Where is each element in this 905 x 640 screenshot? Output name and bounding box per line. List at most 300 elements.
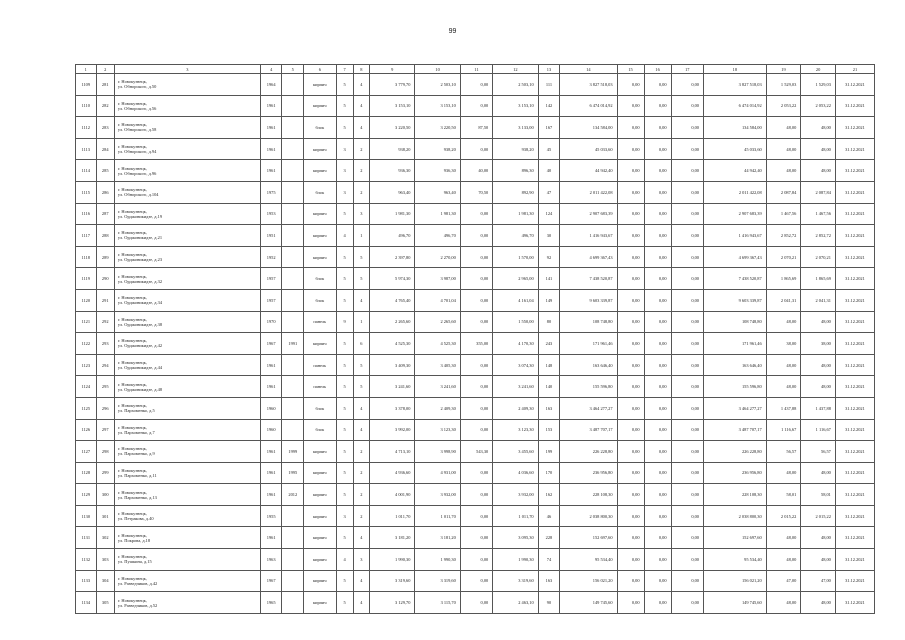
cell-row-number: 1118 [76,246,97,268]
cell-cost-federal: 0,00 [617,441,644,463]
cell-cost-federal: 0,00 [617,203,644,225]
cell-floors: 3 [336,181,353,203]
cell-address: г. Новокузнецк, ул. Орджоникидзе, д.32 [114,268,260,290]
cell-cost-per-sqm: 48,00 [766,354,801,376]
cell-building-number: 300 [96,484,114,506]
cell-cost-total: 2 907 683,39 [560,203,617,225]
cell-cost-per-sqm-limit: 2 053,22 [801,95,836,117]
cell-floors: 5 [336,397,353,419]
cell-year-reconstructed [282,289,304,311]
table-row [76,311,875,333]
cell-living-area: 3 220,50 [415,117,460,139]
cell-cost-regional: 0,00 [644,570,671,592]
cell-non-residential-area: 543,30 [460,441,492,463]
column-header: 10 [415,65,460,74]
cell-cost-federal: 0,00 [617,419,644,441]
cell-address: г. Новокузнецк, ул. Обнорского, д.104 [114,181,260,203]
cell-completion-date: 31.12.2021 [835,462,874,484]
cell-floors: 5 [336,484,353,506]
cell-residents: 90 [538,592,560,614]
cell-building-number: 297 [96,419,114,441]
cell-address: г. Новокузнецк, ул. Орджоникидзе, д.38 [114,311,260,333]
cell-year-built: 1961 [260,95,282,117]
cell-non-residential-area: 0,00 [460,592,492,614]
cell-completion-date: 31.12.2021 [835,527,874,549]
cell-wall-material: кирпич [304,225,336,247]
cell-cost-regional: 0,00 [644,117,671,139]
cell-floors: 5 [336,441,353,463]
cell-entrances: 1 [353,311,369,333]
cell-cost-per-sqm-limit: 1 116,67 [801,419,836,441]
cell-year-reconstructed: 1999 [282,441,304,463]
cell-residents: 167 [538,117,560,139]
cell-cost-local: 0,00 [671,74,703,96]
cell-completion-date: 31.12.2021 [835,549,874,571]
cell-cost-per-sqm-limit: 1 467,56 [801,203,836,225]
cell-row-number: 1134 [76,592,97,614]
cell-cost-per-sqm-limit: 48,00 [801,376,836,398]
cell-cost-owners: 149 745,60 [704,592,767,614]
cell-non-residential-area: 87,50 [460,117,492,139]
cell-cost-per-sqm: 2 070,21 [766,246,801,268]
cell-completion-date: 31.12.2021 [835,333,874,355]
cell-living-area: 2 409,30 [415,397,460,419]
cell-year-reconstructed [282,549,304,571]
cell-cost-local: 0,00 [671,246,703,268]
cell-address: г. Новокузнецк, ул. Орджоникидзе, д.21 [114,225,260,247]
cell-cost-regional: 0,00 [644,181,671,203]
table-body [76,74,875,614]
cell-floors: 9 [336,311,353,333]
cell-entrances: 2 [353,160,369,182]
cell-cost-regional: 0,00 [644,246,671,268]
cell-cost-total: 149 745,60 [560,592,617,614]
cell-cost-per-sqm-limit: 48,00 [801,527,836,549]
cell-year-built: 1960 [260,419,282,441]
cell-residents: 111 [538,74,560,96]
cell-cost-local: 0,00 [671,462,703,484]
cell-entrances: 5 [353,354,369,376]
cell-non-residential-area: 0,00 [460,527,492,549]
cell-residents: 46 [538,505,560,527]
cell-entrances: 4 [353,289,369,311]
cell-building-number: 289 [96,246,114,268]
cell-cost-local: 0,00 [671,527,703,549]
cell-building-number: 281 [96,74,114,96]
cell-cost-federal: 0,00 [617,505,644,527]
cell-cost-owners: 171 961,46 [704,333,767,355]
cell-living-area: 3 115,70 [415,592,460,614]
cell-cost-regional: 0,00 [644,592,671,614]
cell-cost-local: 0,00 [671,203,703,225]
cell-floors: 5 [336,592,353,614]
page-number: 99 [448,28,457,35]
cell-cost-owners: 6 474 014,92 [704,95,767,117]
cell-non-residential-area: 70,50 [460,181,492,203]
cell-total-area: 4 765,40 [370,289,415,311]
table-row [76,95,875,117]
cell-address: г. Новокузнецк, ул. Орджоникидзе, д.34 [114,289,260,311]
cell-floors: 4 [336,225,353,247]
cell-wall-material: блок [304,419,336,441]
cell-living-area: 3 181,20 [415,527,460,549]
cell-cost-owners: 228 108,30 [704,484,767,506]
cell-total-area: 1 981,30 [370,203,415,225]
cell-residents: 45 [538,138,560,160]
cell-cost-local: 0,00 [671,419,703,441]
table-row [76,484,875,506]
cell-residents: 74 [538,549,560,571]
cell-cost-local: 0,00 [671,376,703,398]
cell-non-residential-area: 0,00 [460,570,492,592]
cell-entrances: 2 [353,505,369,527]
column-header: 17 [671,65,703,74]
cell-completion-date: 31.12.2021 [835,441,874,463]
cell-cost-per-sqm-limit: 48,00 [801,138,836,160]
cell-total-area: 3 779,70 [370,74,415,96]
cell-wall-material: блок [304,289,336,311]
cell-cost-local: 0,00 [671,117,703,139]
cell-completion-date: 31.12.2021 [835,397,874,419]
cell-cost-per-sqm: 2 041,31 [766,289,801,311]
cell-total-area: 4 525,30 [370,333,415,355]
cell-cost-total: 236 956,80 [560,462,617,484]
column-header: 8 [353,65,369,74]
cell-building-number: 295 [96,376,114,398]
cell-cost-federal: 0,00 [617,246,644,268]
cell-cost-regional: 0,00 [644,527,671,549]
cell-cost-total: 108 748,80 [560,311,617,333]
cell-address: г. Новокузнецк, ул. Пархоменко, д.11 [114,462,260,484]
cell-address: г. Новокузнецк, ул. Орджоникидзе, д.23 [114,246,260,268]
cell-cost-regional: 0,00 [644,74,671,96]
cell-completion-date: 31.12.2021 [835,484,874,506]
cell-year-built: 1961 [260,484,282,506]
cell-residents: 92 [538,246,560,268]
cell-residents: 141 [538,268,560,290]
column-header: 13 [538,65,560,74]
cell-building-number: 303 [96,549,114,571]
cell-completion-date: 31.12.2021 [835,138,874,160]
cell-cost-owners: 7 438 520,87 [704,268,767,290]
cell-cost-owners: 2 011 422,08 [704,181,767,203]
cell-cost-per-sqm: 2 053,22 [766,95,801,117]
cell-building-number: 293 [96,333,114,355]
cell-cost-total: 3 464 277,27 [560,397,617,419]
cell-building-number: 299 [96,462,114,484]
cell-cost-regional: 0,00 [644,268,671,290]
cell-building-number: 285 [96,160,114,182]
cell-year-reconstructed [282,246,304,268]
cell-year-reconstructed [282,138,304,160]
cell-building-number: 302 [96,527,114,549]
cell-cost-per-sqm: 1 116,67 [766,419,801,441]
cell-row-number: 1116 [76,203,97,225]
table-row [76,203,875,225]
cell-floors: 5 [336,203,353,225]
cell-cost-local: 0,00 [671,397,703,419]
cell-resident-area: 3 241,60 [493,376,538,398]
cell-building-number: 305 [96,592,114,614]
cell-resident-area: 3 932,00 [493,484,538,506]
cell-address: г. Новокузнецк, ул. Орджоникидзе, д.48 [114,376,260,398]
cell-year-reconstructed [282,203,304,225]
cell-cost-per-sqm: 48,00 [766,117,801,139]
cell-year-built: 1961 [260,441,282,463]
cell-year-built: 1961 [260,376,282,398]
cell-living-area: 963,40 [415,181,460,203]
cell-completion-date: 31.12.2021 [835,74,874,96]
cell-living-area: 936,30 [415,160,460,182]
cell-wall-material: кирпич [304,95,336,117]
cell-total-area: 3 409,30 [370,354,415,376]
table-row [76,289,875,311]
cell-cost-federal: 0,00 [617,160,644,182]
cell-living-area: 1 981,30 [415,203,460,225]
cell-cost-per-sqm: 48,00 [766,527,801,549]
table-row [76,419,875,441]
cell-entrances: 4 [353,527,369,549]
cell-non-residential-area: 0,00 [460,376,492,398]
cell-residents: 124 [538,203,560,225]
cell-cost-regional: 0,00 [644,549,671,571]
cell-cost-federal: 0,00 [617,592,644,614]
cell-cost-regional: 0,00 [644,376,671,398]
cell-address: г. Новокузнецк, ул. Разведчиков, д.52 [114,592,260,614]
column-header: 1 [76,65,97,74]
cell-cost-per-sqm-limit: 2 087,84 [801,181,836,203]
cell-completion-date: 31.12.2021 [835,246,874,268]
cell-year-reconstructed [282,592,304,614]
cell-entrances: 5 [353,268,369,290]
column-header: 9 [370,65,415,74]
cell-cost-owners: 108 748,80 [704,311,767,333]
cell-cost-local: 0,00 [671,354,703,376]
cell-entrances: 4 [353,419,369,441]
cell-residents: 140 [538,376,560,398]
cell-living-area: 1 990,30 [415,549,460,571]
cell-living-area: 496,70 [415,225,460,247]
cell-living-area: 3 932,00 [415,484,460,506]
cell-cost-local: 0,00 [671,484,703,506]
cell-non-residential-area: 0,00 [460,397,492,419]
cell-row-number: 1125 [76,397,97,419]
table-row [76,333,875,355]
column-header: 11 [460,65,492,74]
cell-row-number: 1122 [76,333,97,355]
cell-cost-owners: 4 699 367,43 [704,246,767,268]
cell-cost-total: 163 646,40 [560,354,617,376]
cell-address: г. Новокузнецк, ул. Пушкина, д.15 [114,549,260,571]
cell-cost-owners: 1 416 943,67 [704,225,767,247]
cell-cost-regional: 0,00 [644,484,671,506]
cell-address: г. Новокузнецк, ул. Орджоникидзе, д.19 [114,203,260,225]
cell-resident-area: 1 011,70 [493,505,538,527]
cell-resident-area: 3 095,30 [493,527,538,549]
cell-year-reconstructed [282,74,304,96]
cell-cost-federal: 0,00 [617,181,644,203]
cell-residents: 163 [538,570,560,592]
cell-row-number: 1126 [76,419,97,441]
cell-completion-date: 31.12.2021 [835,289,874,311]
cell-year-built: 1961 [260,160,282,182]
cell-entrances: 2 [353,138,369,160]
cell-address: г. Новокузнецк, ул. Обнорского, д.58 [114,117,260,139]
cell-residents: 199 [538,441,560,463]
cell-entrances: 3 [353,203,369,225]
cell-cost-total: 3 487 707,17 [560,419,617,441]
table-row [76,505,875,527]
cell-floors: 5 [336,268,353,290]
cell-floors: 3 [336,138,353,160]
cell-cost-local: 0,00 [671,592,703,614]
cell-cost-per-sqm: 2 087,84 [766,181,801,203]
cell-wall-material: кирпич [304,592,336,614]
cell-cost-regional: 0,00 [644,311,671,333]
cell-wall-material: блок [304,268,336,290]
cell-completion-date: 31.12.2021 [835,203,874,225]
cell-building-number: 287 [96,203,114,225]
cell-cost-owners: 3 464 277,27 [704,397,767,419]
cell-living-area: 2 270,00 [415,246,460,268]
cell-cost-regional: 0,00 [644,441,671,463]
cell-cost-per-sqm: 38,00 [766,333,801,355]
cell-cost-per-sqm-limit: 48,00 [801,462,836,484]
cell-entrances: 4 [353,74,369,96]
cell-year-reconstructed [282,311,304,333]
cell-living-area: 2 265,60 [415,311,460,333]
cell-residents: 142 [538,95,560,117]
cell-non-residential-area: 0,00 [460,225,492,247]
cell-resident-area: 892,90 [493,181,538,203]
cell-residents: 162 [538,484,560,506]
cell-cost-local: 0,00 [671,505,703,527]
cell-year-reconstructed [282,570,304,592]
cell-entrances: 2 [353,181,369,203]
cell-total-area: 1 011,70 [370,505,415,527]
cell-wall-material: кирпич [304,138,336,160]
cell-year-built: 1963 [260,549,282,571]
cell-year-built: 1961 [260,117,282,139]
cell-cost-federal: 0,00 [617,376,644,398]
cell-cost-owners: 95 534,40 [704,549,767,571]
cell-residents: 170 [538,462,560,484]
cell-cost-per-sqm: 48,00 [766,462,801,484]
cell-non-residential-area: 0,00 [460,203,492,225]
cell-cost-regional: 0,00 [644,397,671,419]
cell-floors: 5 [336,333,353,355]
cell-year-built: 1975 [260,181,282,203]
cell-non-residential-area: 0,00 [460,311,492,333]
cell-wall-material: кирпич [304,246,336,268]
cell-completion-date: 31.12.2021 [835,117,874,139]
cell-cost-per-sqm: 56,57 [766,441,801,463]
cell-building-number: 290 [96,268,114,290]
cell-cost-per-sqm-limit: 48,00 [801,592,836,614]
cell-cost-federal: 0,00 [617,74,644,96]
cell-wall-material: кирпич [304,441,336,463]
cell-floors: 5 [336,376,353,398]
cell-year-built: 1953 [260,203,282,225]
table-row [76,138,875,160]
cell-cost-per-sqm-limit: 48,00 [801,160,836,182]
cell-cost-per-sqm-limit: 47,00 [801,570,836,592]
cell-living-area: 4 701,04 [415,289,460,311]
housing-registry-table [75,64,875,614]
cell-building-number: 282 [96,95,114,117]
cell-cost-local: 0,00 [671,160,703,182]
cell-year-reconstructed [282,160,304,182]
cell-living-area: 3 153,10 [415,95,460,117]
cell-resident-area: 3 074,30 [493,354,538,376]
cell-resident-area: 1 981,30 [493,203,538,225]
cell-resident-area: 4 036,60 [493,462,538,484]
cell-living-area: 3 319,60 [415,570,460,592]
cell-wall-material: кирпич [304,203,336,225]
cell-row-number: 1117 [76,225,97,247]
cell-floors: 5 [336,354,353,376]
cell-address: г. Новокузнецк, ул. Обнорского, д.94 [114,138,260,160]
table-row [76,225,875,247]
cell-total-area: 3 319,60 [370,570,415,592]
cell-year-built: 1967 [260,333,282,355]
cell-cost-federal: 0,00 [617,570,644,592]
cell-living-area: 3 998,90 [415,441,460,463]
cell-wall-material: кирпич [304,549,336,571]
cell-resident-area: 3 133,00 [493,117,538,139]
cell-year-reconstructed: 1991 [282,333,304,355]
cell-wall-material: кирпич [304,527,336,549]
cell-row-number: 1123 [76,354,97,376]
cell-cost-owners: 45 033,60 [704,138,767,160]
cell-cost-total: 152 697,60 [560,527,617,549]
cell-non-residential-area: 0,00 [460,462,492,484]
cell-cost-per-sqm-limit: 56,57 [801,441,836,463]
cell-year-reconstructed [282,505,304,527]
cell-cost-owners: 134 584,00 [704,117,767,139]
header-row [76,65,875,74]
cell-cost-regional: 0,00 [644,203,671,225]
cell-row-number: 1120 [76,289,97,311]
cell-entrances: 5 [353,246,369,268]
cell-resident-area: 938,20 [493,138,538,160]
cell-cost-owners: 9 603 339,87 [704,289,767,311]
cell-cost-per-sqm: 47,00 [766,570,801,592]
column-header: 6 [304,65,336,74]
cell-total-area: 3 153,10 [370,95,415,117]
cell-cost-owners: 152 697,60 [704,527,767,549]
cell-year-built: 1951 [260,225,282,247]
cell-row-number: 1131 [76,527,97,549]
cell-entrances: 1 [353,225,369,247]
cell-cost-total: 134 584,00 [560,117,617,139]
cell-address: г. Новокузнецк, ул. Орджоникидзе, д.42 [114,333,260,355]
cell-non-residential-area: 0,00 [460,268,492,290]
cell-resident-area: 2 463,10 [493,592,538,614]
column-header: 15 [617,65,644,74]
cell-cost-owners: 226 228,80 [704,441,767,463]
cell-total-area: 936,30 [370,160,415,182]
cell-residents: 30 [538,225,560,247]
table-row [76,527,875,549]
cell-cost-total: 155 596,80 [560,376,617,398]
cell-cost-regional: 0,00 [644,138,671,160]
cell-cost-total: 4 699 367,43 [560,246,617,268]
cell-entrances: 2 [353,441,369,463]
cell-living-area: 3 987,00 [415,268,460,290]
cell-cost-local: 0,00 [671,181,703,203]
cell-cost-federal: 0,00 [617,549,644,571]
